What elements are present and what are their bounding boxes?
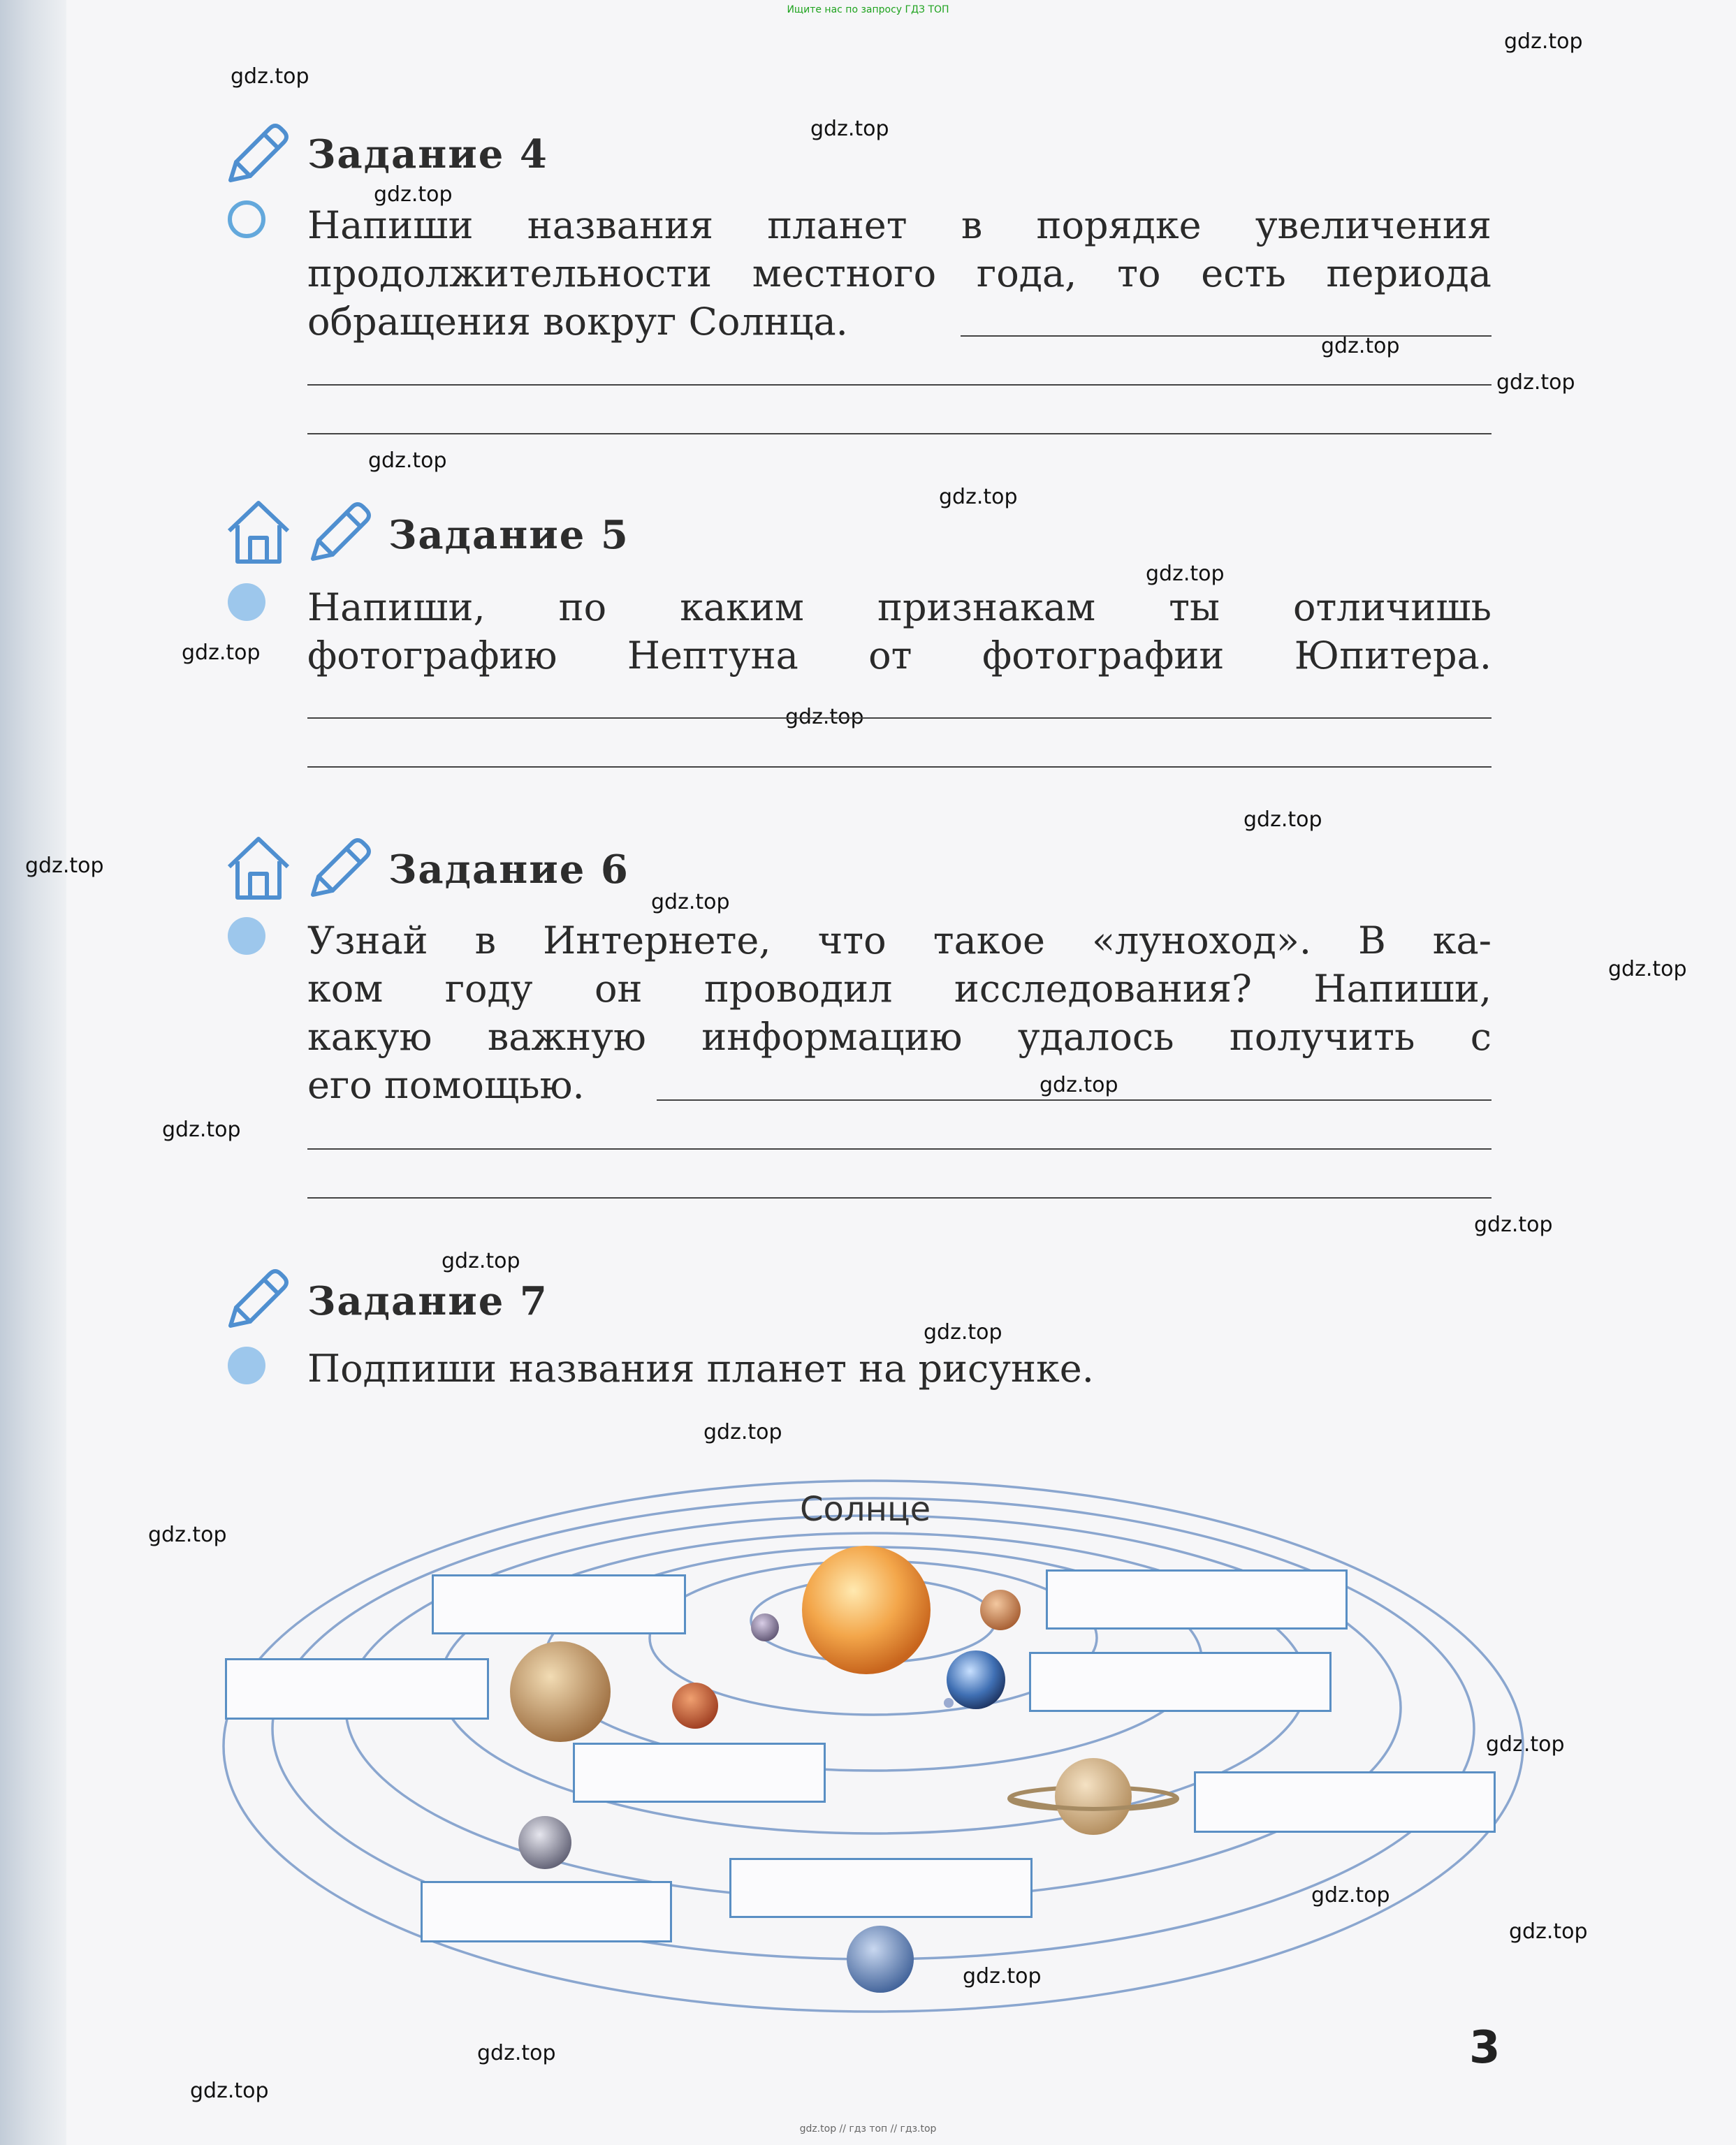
difficulty-marker [228, 583, 265, 621]
pencil-icon [224, 119, 290, 189]
watermark: gdz.top [651, 890, 730, 914]
task-line: ком году он проводил исследования? Напиши, [307, 967, 1491, 1011]
watermark: gdz.top [25, 854, 104, 878]
watermark: gdz.top [1040, 1073, 1118, 1097]
watermark: gdz.top [703, 1420, 782, 1444]
watermark: gdz.top [939, 485, 1018, 509]
watermark: gdz.top [1504, 29, 1583, 54]
answer-line[interactable] [307, 433, 1491, 434]
solar-system-diagram [210, 1467, 1537, 2026]
planet-label-box[interactable] [1046, 1569, 1348, 1630]
answer-line[interactable] [961, 335, 1491, 337]
jupiter-planet [510, 1641, 611, 1742]
task-line: продолжительности местного года, то есть периода [307, 251, 1491, 295]
task-line: Напиши, по каким признакам ты отличишь [307, 585, 1491, 629]
watermark: gdz.top [1321, 334, 1400, 358]
watermark: gdz.top [1243, 807, 1322, 832]
watermark: gdz.top [1474, 1213, 1553, 1237]
task-line: Узнай в Интернете, что такое «луноход». В ка- [307, 918, 1491, 962]
planet-label-box[interactable] [432, 1574, 686, 1634]
watermark: gdz.top [231, 64, 309, 89]
uranus-planet [518, 1816, 571, 1869]
sun [802, 1546, 931, 1674]
home-icon [224, 497, 293, 567]
task-line: какую важную информацию удалось получить с [307, 1015, 1491, 1059]
task-text [307, 916, 1491, 1109]
watermark: gdz.top [442, 1249, 520, 1273]
watermark: gdz.top [1509, 1919, 1588, 1944]
sun-label: Солнце [800, 1490, 931, 1529]
pencil-icon [306, 497, 372, 567]
watermark: gdz.top [1486, 1732, 1565, 1757]
home-icon [224, 833, 293, 903]
task-text [307, 583, 1491, 680]
watermark: gdz.top [1608, 957, 1687, 981]
watermark: gdz.top [374, 182, 453, 207]
task-title: Задание 5 [388, 512, 629, 558]
watermark: gdz.top [1496, 370, 1575, 395]
answer-line[interactable] [307, 717, 1491, 719]
planet-label-box[interactable] [729, 1858, 1033, 1918]
watermark: gdz.top [368, 448, 447, 473]
planet-label-box[interactable] [421, 1881, 672, 1942]
pencil-icon [306, 833, 372, 903]
task-line: его помощью. [307, 1063, 585, 1107]
neptune-planet [847, 1926, 914, 1993]
planet-label-box[interactable] [1029, 1652, 1332, 1712]
mercury-planet [751, 1613, 779, 1641]
planet-label-box[interactable] [225, 1658, 489, 1720]
watermark: gdz.top [963, 1964, 1042, 1989]
earth-planet [947, 1650, 1005, 1709]
difficulty-marker [228, 917, 265, 955]
watermark: gdz.top [148, 1523, 227, 1547]
planet-label-box[interactable] [1194, 1771, 1496, 1833]
answer-line[interactable] [307, 766, 1491, 768]
watermark: gdz.top [182, 640, 261, 665]
difficulty-marker [228, 1347, 265, 1384]
task-title: Задание 4 [307, 131, 548, 177]
task-line: фотографию Нептуна от фотографии Юпитера. [307, 634, 1491, 678]
moon [944, 1698, 954, 1708]
task-line: обращения вокруг Солнца. [307, 300, 848, 344]
watermark: gdz.top [477, 2041, 556, 2065]
page-number: 3 [1469, 2022, 1501, 2074]
watermark: gdz.top [1146, 562, 1225, 586]
difficulty-marker [228, 200, 265, 238]
answer-line[interactable] [307, 1197, 1491, 1199]
watermark: gdz.top [785, 705, 864, 729]
task-title: Задание 7 [307, 1278, 548, 1324]
task-line: Подпиши названия планет на рисунке. [307, 1347, 1094, 1391]
watermark: gdz.top [924, 1320, 1002, 1345]
task-line: Напиши названия планет в порядке увеличения [307, 203, 1491, 247]
watermark: gdz.top [810, 117, 889, 141]
mars-planet [672, 1683, 718, 1729]
task-text [307, 201, 1491, 346]
planet-label-box[interactable] [573, 1743, 826, 1803]
answer-line[interactable] [307, 1148, 1491, 1150]
pencil-icon [224, 1264, 290, 1334]
watermark: gdz.top [190, 2079, 269, 2103]
header-note: Ищите нас по запросу ГДЗ ТОП [787, 4, 949, 15]
task-title: Задание 6 [388, 847, 629, 893]
answer-line[interactable] [657, 1099, 1491, 1101]
answer-line[interactable] [307, 384, 1491, 386]
watermark: gdz.top [162, 1118, 241, 1142]
book-spine-shadow [0, 0, 66, 2145]
footer-note: gdz.top // гдз топ // гдз.top [799, 2123, 937, 2135]
task-text [307, 1345, 1257, 1393]
venus-planet [980, 1590, 1021, 1630]
watermark: gdz.top [1311, 1883, 1390, 1908]
